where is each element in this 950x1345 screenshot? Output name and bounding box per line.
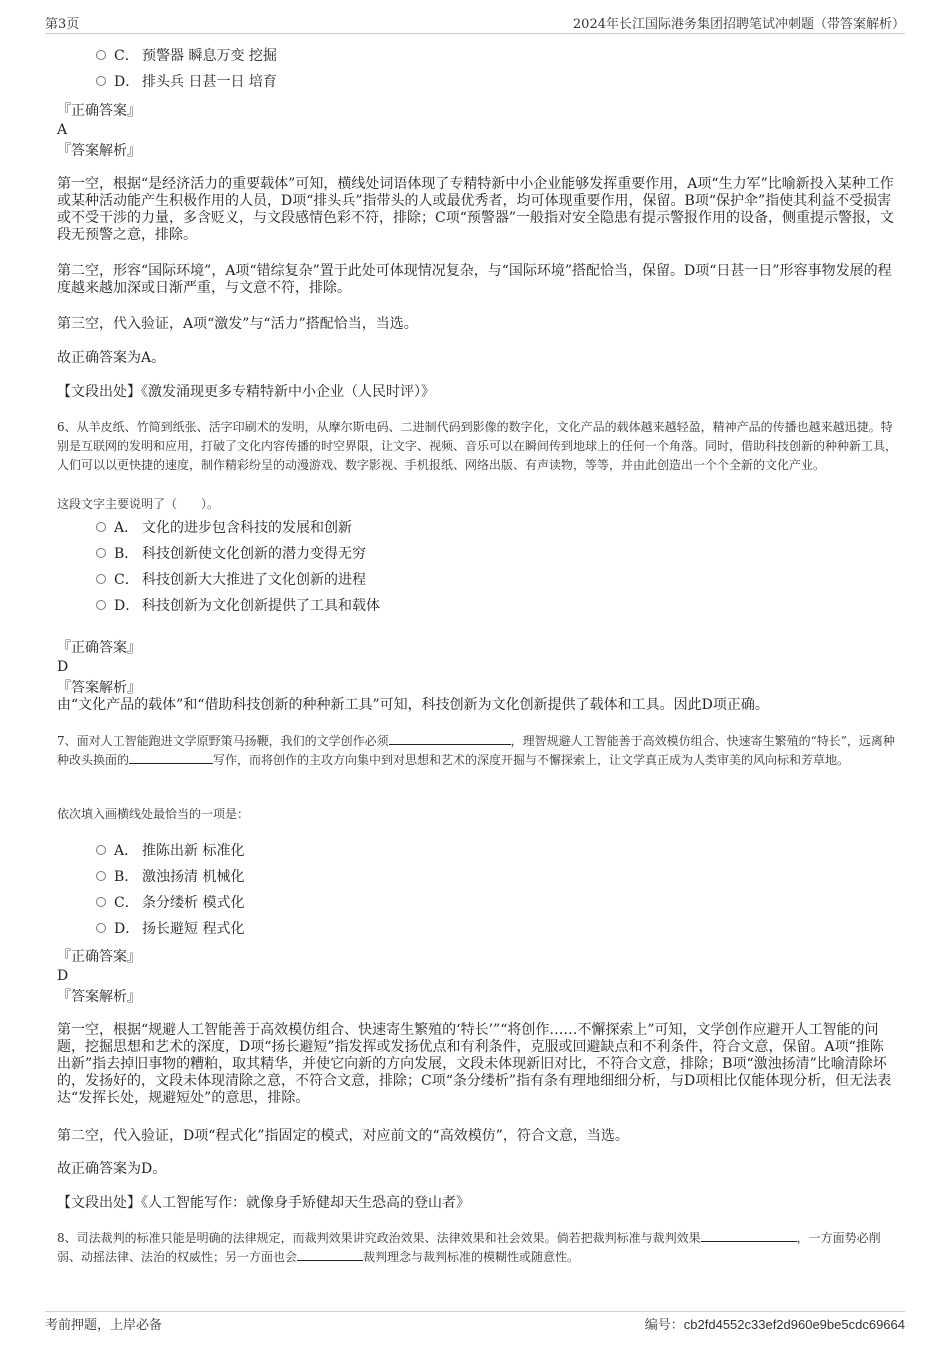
fill-blank-1	[389, 733, 511, 745]
document-title: 2024年长江国际港务集团招聘笔试冲刺题（带答案解析）	[572, 17, 905, 32]
q8-stem: 8、司法裁判的标准只能是明确的法律规定，而裁判效果讲究政治效果、法律效果和社会效果。倘若把裁判标准与裁判效果 ，一方面势必削弱、动摇法律、法治的权威性；另一方面也会 裁判理念与裁判标准的模糊性或随意性。	[57, 1231, 881, 1264]
page-header	[45, 13, 905, 33]
radio-icon[interactable]	[96, 871, 106, 881]
q7-stem: 7、面对人工智能跑进文学原野策马扬鞭，我们的文学创作必须 ，理智规避人工智能善于高效模仿组合、快速寄生繁殖的“特长”，远离种种改头换面的 写作，而将创作的主攻方向集中到对思想和艺术的深度开掘与不懈探索上，让文学真正成为人类审美的风向标和芳草地。	[57, 734, 895, 767]
q6-option-a[interactable]: A． 文化的进步包含科技的发展和创新	[96, 518, 352, 538]
q7-question: 依次填入画横线处最恰当的一项是：	[57, 807, 250, 821]
radio-icon[interactable]	[96, 897, 106, 907]
q5-answer: A	[57, 122, 68, 138]
q6-question: 这段文字主要说明了（ ）。	[57, 497, 220, 511]
q5-analysis-p4: 故正确答案为A。	[57, 350, 166, 366]
radio-icon[interactable]	[96, 845, 106, 855]
q6-stem: 6、从羊皮纸、竹简到纸张、活字印刷术的发明，从摩尔斯电码、二进制代码到影像的数字化，文化产品的载体越来越轻盈，精神产品的传播也越来越迅捷。特别是互联网的发明和应用，打破了文化内容传播的时空界限，让文字、视频、音乐可以在瞬间传到地球上的任何一个角落。同时，借助科技创新的种种新工具，人们可以以更快捷的速度，制作精彩纷呈的动漫游戏、数字影视、手机报纸、网络出版、有声读物，等等，并由此创造出一个个全新的文化产业。	[57, 420, 898, 472]
q7-analysis-p2: 第二空，代入验证，D项“程式化”指固定的模式，对应前文的“高效模仿”，符合文意，当选。	[57, 1128, 629, 1144]
q6-answer: D	[57, 659, 69, 675]
q7-analysis-label: 『答案解析』	[57, 989, 141, 1005]
fill-blank-1	[701, 1230, 797, 1242]
header-divider	[45, 33, 905, 34]
page-footer	[45, 1314, 905, 1334]
q5-answer-label: 『正确答案』	[57, 103, 141, 119]
radio-icon[interactable]	[96, 522, 106, 532]
q7-answer: D	[57, 968, 69, 984]
q7-analysis-p3: 故正确答案为D。	[57, 1161, 167, 1177]
q5-analysis-p3: 第三空，代入验证，A项“激发”与“活力”搭配恰当，当选。	[57, 316, 418, 332]
fill-blank-2	[129, 752, 213, 764]
radio-icon[interactable]	[96, 50, 106, 60]
fill-blank-2	[297, 1249, 363, 1261]
q7-analysis-p1: 第一空，根据“规避人工智能善于高效模仿组合、快速寄生繁殖的‘特长’”“将创作……不懈探索上”可知，文学创作应避开人工智能的问题，挖掘思想和艺术的深度，D项“扬长避短”指发挥或发扬优点和有利条件，克服或回避缺点和不利条件，符合文意，保留。A项“推陈出新”指去掉旧事物的糟粕，取其精华，并使它向新的方向发展，文段未体现新旧对比，不符合文意，排除；B项“激浊扬清”比喻清除坏的，发扬好的，文段未体现清除之意，不符合文意，排除；C项“条分缕析”指有条有理地细细分析，与D项相比仅能体现分析，但无法表达“发挥长处，规避短处”的意思，排除。	[57, 1022, 892, 1106]
page-number: 第3页	[45, 17, 80, 32]
q5-option-d[interactable]: D． 排头兵 日甚一日 培育	[96, 72, 277, 92]
q7-answer-label: 『正确答案』	[57, 949, 141, 965]
q6-option-c[interactable]: C． 科技创新大大推进了文化创新的进程	[96, 570, 366, 590]
document-id: 编号：cb2fd4552c33ef2d960e9be5cdc69664	[644, 1317, 905, 1332]
q7-option-d[interactable]: D． 扬长避短 程式化	[96, 919, 244, 939]
footer-divider	[45, 1311, 905, 1312]
q7-option-c[interactable]: C． 条分缕析 模式化	[96, 893, 244, 913]
q5-source: 【文段出处】《激发涌现更多专精特新中小企业（人民时评）》	[57, 384, 435, 400]
radio-icon[interactable]	[96, 600, 106, 610]
radio-icon[interactable]	[96, 548, 106, 558]
q7-source: 【文段出处】《人工智能写作：就像身手矫健却天生恐高的登山者》	[57, 1195, 470, 1211]
q6-analysis-label: 『答案解析』	[57, 680, 141, 696]
q6-option-b[interactable]: B． 科技创新使文化创新的潜力变得无穷	[96, 544, 366, 564]
q5-analysis-p1: 第一空，根据“是经济活力的重要载体”可知，横线处词语体现了专精特新中小企业能够发挥重要作用，A项“生力军”比喻新投入某种工作或某种活动能产生积极作用的人员，D项“排头兵”指带头的人或最优秀者，均可体现重要作用，保留。B项“保护伞”指使其利益不受损害或不受干涉的力量，多含贬义，与文段感情色彩不符，排除；C项“预警器”一般指对安全隐患有提示警报作用的设备，侧重提示警报，文段无预警之意，排除。	[57, 176, 895, 243]
radio-icon[interactable]	[96, 76, 106, 86]
q7-option-a[interactable]: A． 推陈出新 标准化	[96, 841, 244, 861]
q5-analysis-label: 『答案解析』	[57, 143, 141, 159]
radio-icon[interactable]	[96, 923, 106, 933]
q6-analysis: 由“文化产品的载体”和“借助科技创新的种种新工具”可知，科技创新为文化创新提供了载体和工具。因此D项正确。	[57, 697, 769, 713]
footer-slogan: 考前押题，上岸必备	[45, 1318, 163, 1333]
radio-icon[interactable]	[96, 574, 106, 584]
q6-answer-label: 『正确答案』	[57, 640, 141, 656]
q5-analysis-p2: 第二空，形容“国际环境”，A项“错综复杂”置于此处可体现情况复杂，与“国际环境”搭配恰当，保留。D项“日甚一日”形容事物发展的程度越来越加深或日渐严重，与文意不符，排除。	[57, 263, 892, 296]
q5-option-c[interactable]: C． 预警器 瞬息万变 挖掘	[96, 46, 277, 66]
q6-option-d[interactable]: D． 科技创新为文化创新提供了工具和载体	[96, 596, 380, 616]
q7-option-b[interactable]: B． 激浊扬清 机械化	[96, 867, 244, 887]
